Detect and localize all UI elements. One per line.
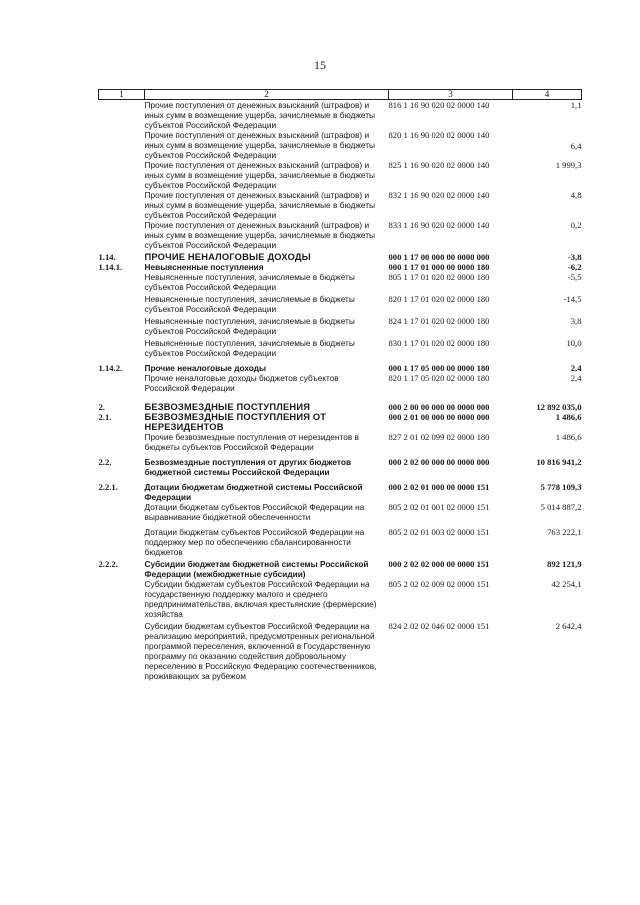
table-row <box>99 190 582 220</box>
row-name: Невыясненные поступления, зачисляемые в бюджеты субъектов Российской Федерации <box>144 316 355 336</box>
row-number: 2.2.1. <box>98 482 118 492</box>
row-value: -5,5 <box>567 272 582 282</box>
table-row-subsection <box>99 358 582 373</box>
row-number <box>99 130 145 160</box>
row-value: 1 486,6 <box>555 432 582 442</box>
row-value: -6,2 <box>567 262 582 272</box>
row-code: 805 2 02 01 003 02 0000 151 <box>388 527 490 537</box>
row-name: Прочие неналоговые доходы <box>144 363 267 373</box>
row-number: 2.2. <box>98 457 112 467</box>
table-row-section <box>99 412 582 432</box>
row-number <box>99 432 145 452</box>
row-value: 0,2 <box>570 220 582 230</box>
header-col-3: 3 <box>389 90 513 100</box>
table-row <box>99 619 582 681</box>
row-value: -3,8 <box>567 252 582 262</box>
row-code: 000 2 02 00 000 00 0000 000 <box>388 457 490 467</box>
row-number: 1.14.2. <box>98 363 123 373</box>
row-value: 4,8 <box>570 190 582 200</box>
table-row <box>99 336 582 358</box>
table-row <box>99 272 582 292</box>
row-code: 000 1 17 01 000 00 0000 180 <box>388 262 490 272</box>
row-number: 2. <box>98 402 105 412</box>
row-number <box>99 336 145 358</box>
row-number <box>99 272 145 292</box>
page-number: 15 <box>314 58 326 72</box>
row-value: 10 816 941,2 <box>536 457 582 467</box>
table-row <box>99 100 582 131</box>
table-row <box>99 522 582 557</box>
row-number <box>99 190 145 220</box>
row-number <box>99 579 145 619</box>
row-value: 6,4 <box>570 141 582 151</box>
row-name: Невыясненные поступления, зачисляемые в бюджеты субъектов Российской Федерации <box>144 338 355 358</box>
row-name: Прочие поступления от денежных взысканий (штрафов) и иных сумм в возмещение ущерба, зачисляемые в бюджеты субъектов Российской Федерации <box>144 100 375 130</box>
row-name: Субсидии бюджетам бюджетной системы Российской Федерации (межбюджетные субсидии) <box>144 559 369 579</box>
table-row <box>99 314 582 336</box>
row-name: Дотации бюджетам бюджетной системы Российской Федерации <box>144 482 363 502</box>
row-name: Прочие неналоговые доходы бюджетов субъектов Российской Федерации <box>144 373 339 393</box>
row-code: 000 1 17 00 000 00 0000 000 <box>388 252 490 262</box>
row-value: 892 121,9 <box>547 559 582 569</box>
row-number <box>99 292 145 314</box>
row-number: 1.14.1. <box>98 262 123 272</box>
table-row-section <box>99 250 582 262</box>
row-value: 763 222,1 <box>547 527 582 537</box>
row-name: Прочие поступления от денежных взысканий (штрафов) и иных сумм в возмещение ущерба, зачисляемые в бюджеты субъектов Российской Федерации <box>144 220 375 250</box>
row-number <box>99 373 145 393</box>
row-number <box>99 100 145 131</box>
row-code: 805 2 02 02 009 02 0000 151 <box>388 579 490 589</box>
table-row <box>99 432 582 452</box>
row-name: БЕЗВОЗМЕЗДНЫЕ ПОСТУПЛЕНИЯ <box>144 402 311 412</box>
table-row <box>99 502 582 522</box>
row-code: 820 1 17 01 020 02 0000 180 <box>388 294 490 304</box>
row-name: Прочие поступления от денежных взысканий (штрафов) и иных сумм в возмещение ущерба, зачисляемые в бюджеты субъектов Российской Федерации <box>144 130 375 160</box>
row-name: Невыясненные поступления, зачисляемые в бюджеты субъектов Российской Федерации <box>144 272 355 292</box>
row-number <box>99 160 145 190</box>
row-value: 1,1 <box>570 100 582 110</box>
table-row-subsection <box>99 452 582 477</box>
row-name: Безвозмездные поступления от других бюджетов бюджетной системы Российской Федерации <box>144 457 352 477</box>
row-name: Прочие безвозмездные поступления от нерезидентов в бюджеты субъектов Российской Федерации <box>144 432 359 452</box>
row-code: 830 1 17 01 020 02 0000 180 <box>388 338 490 348</box>
row-name: Дотации бюджетам субъектов Российской Федерации на поддержку мер по обеспечению сбалансированности бюджетов <box>144 527 365 557</box>
row-name: Прочие поступления от денежных взысканий (штрафов) и иных сумм в возмещение ущерба, зачисляемые в бюджеты субъектов Российской Федерации <box>144 160 375 190</box>
row-value: 1 486,6 <box>555 412 582 422</box>
table-row-subsection <box>99 557 582 579</box>
table-row <box>99 373 582 393</box>
row-value: -14,5 <box>563 294 582 304</box>
row-code: 000 2 00 00 000 00 0000 000 <box>388 402 490 412</box>
row-name: Субсидии бюджетам субъектов Российской Федерации на реализацию мероприятий, предусмотренных региональной программой переселения, включенной в Государственную программу по оказанию содействия добровольному переселению в Российскую Федерацию соотечественников, проживающих за рубежом <box>144 621 377 681</box>
row-name: Субсидии бюджетам субъектов Российской Федерации на государственную поддержку малого и среднего предпринимательства, включая крестьянские (фермерские) хозяйства <box>144 579 377 619</box>
row-number <box>99 314 145 336</box>
table-row <box>99 292 582 314</box>
table-row-subsection <box>99 262 582 272</box>
table-row-section <box>99 393 582 412</box>
table-row <box>99 220 582 250</box>
row-value: 2,4 <box>570 363 582 373</box>
row-code: 805 2 02 01 001 02 0000 151 <box>388 502 490 512</box>
row-code: 825 1 16 90 020 02 0000 140 <box>388 160 490 170</box>
row-code: 805 1 17 01 020 02 0000 180 <box>388 272 490 282</box>
row-value: 3,8 <box>570 316 582 326</box>
row-code: 820 1 17 05 020 02 0000 180 <box>388 373 490 383</box>
row-number <box>99 220 145 250</box>
row-code: 824 1 17 01 020 02 0000 180 <box>388 316 490 326</box>
row-code: 824 2 02 02 046 02 0000 151 <box>388 621 490 631</box>
row-value: 12 892 035,0 <box>536 402 582 412</box>
row-number: 1.14. <box>98 252 116 262</box>
table-row <box>99 579 582 619</box>
row-number <box>99 522 145 557</box>
row-number: 2.1. <box>98 412 112 422</box>
row-code: 832 1 16 90 020 02 0000 140 <box>388 190 490 200</box>
row-number <box>99 502 145 522</box>
row-code: 000 1 17 05 000 00 0000 180 <box>388 363 490 373</box>
row-value: 5 014 887,2 <box>540 502 582 512</box>
table-row-subsection <box>99 477 582 502</box>
row-number: 2.2.2. <box>98 559 118 569</box>
table-header-row <box>99 90 582 100</box>
row-value: 2 642,4 <box>555 621 582 631</box>
row-name: Невыясненные поступления <box>144 262 264 272</box>
row-code: 000 2 02 02 000 00 0000 151 <box>388 559 490 569</box>
revenue-table <box>98 89 582 681</box>
row-value: 10,0 <box>566 338 582 348</box>
row-number <box>99 619 145 681</box>
row-value: 2,4 <box>570 373 582 383</box>
row-name: Дотации бюджетам субъектов Российской Федерации на выравнивание бюджетной обеспеченности <box>144 502 365 522</box>
row-code: 000 2 02 01 000 00 0000 151 <box>388 482 490 492</box>
row-code: 827 2 01 02 099 02 0000 180 <box>388 432 490 442</box>
row-code: 820 1 16 90 020 02 0000 140 <box>388 130 490 140</box>
row-value: 1 999,3 <box>555 160 582 170</box>
row-name: ПРОЧИЕ НЕНАЛОГОВЫЕ ДОХОДЫ <box>144 252 311 262</box>
header-col-4: 4 <box>513 90 582 100</box>
row-code: 816 1 16 90 020 02 0000 140 <box>388 100 490 110</box>
row-name: Прочие поступления от денежных взысканий (штрафов) и иных сумм в возмещение ущерба, зачисляемые в бюджеты субъектов Российской Федерации <box>144 190 375 220</box>
row-code: 000 2 01 00 000 00 0000 000 <box>388 412 490 422</box>
row-name: БЕЗВОЗМЕЗДНЫЕ ПОСТУПЛЕНИЯ ОТ НЕРЕЗИДЕНТОВ <box>144 412 327 432</box>
row-name: Невыясненные поступления, зачисляемые в бюджеты субъектов Российской Федерации <box>144 294 355 314</box>
row-value: 42 254,1 <box>551 579 582 589</box>
table-row <box>99 130 582 160</box>
row-code: 833 1 16 90 020 02 0000 140 <box>388 220 490 230</box>
header-col-1: 1 <box>99 90 145 100</box>
header-col-2: 2 <box>145 90 389 100</box>
table-row <box>99 160 582 190</box>
row-value: 5 778 109,3 <box>540 482 582 492</box>
